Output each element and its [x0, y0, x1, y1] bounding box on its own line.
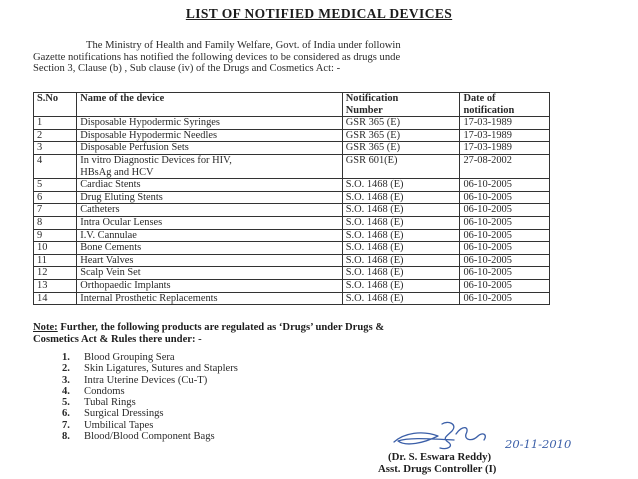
list-item-label: Blood Grouping Sera: [84, 352, 175, 363]
header-notification-line1: Notification: [345, 93, 399, 104]
cell-notification-date: 06-10-2005: [460, 292, 550, 305]
device-name-line: Internal Prosthetic Replacements: [80, 292, 218, 304]
cell-notification-number: S.O. 1468 (E): [342, 254, 460, 267]
cell-device-name: [77, 191, 343, 204]
device-name-line: Bone Cements: [80, 242, 142, 254]
cell-notification-date: 17-03-1989: [460, 142, 550, 155]
devices-table: [33, 92, 550, 305]
cell-notification-date: 06-10-2005: [460, 254, 550, 267]
intro-line-1: The Ministry of Health and Family Welfare, Govt. of India under followin: [86, 40, 401, 51]
signature-scribble: [392, 420, 582, 454]
table-header-row: [34, 93, 550, 117]
cell-sno: 8: [34, 216, 77, 229]
cell-sno: 7: [34, 204, 77, 217]
cell-sno: 12: [34, 267, 77, 280]
table-row: [34, 254, 550, 267]
table-row: [34, 242, 550, 255]
list-item: [62, 386, 238, 397]
cell-device-name: [77, 229, 343, 242]
device-name-line: In vitro Diagnostic Devices for HIV,: [80, 154, 232, 166]
cell-notification-number: S.O. 1468 (E): [342, 292, 460, 305]
intro-paragraph: [33, 40, 638, 75]
table-row: [34, 191, 550, 204]
signature-date: 20-11-2010: [505, 437, 572, 451]
table-row: [34, 267, 550, 280]
list-item-label: Surgical Dressings: [84, 408, 164, 420]
cell-notification-date: 17-03-1989: [460, 117, 550, 130]
cell-notification-number: S.O. 1468 (E): [342, 191, 460, 204]
table-row: [34, 204, 550, 217]
cell-sno: 9: [34, 229, 77, 242]
header-sno: S.No: [34, 93, 77, 117]
cell-sno: 6: [34, 191, 77, 204]
list-item-number: 6.: [62, 408, 70, 420]
device-name-line: Heart Valves: [80, 254, 134, 266]
table-row: [34, 142, 550, 155]
cell-notification-date: 27-08-2002: [460, 154, 550, 178]
device-name-line: Catheters: [80, 204, 120, 216]
device-name-line: Disposable Hypodermic Syringes: [80, 117, 220, 129]
cell-device-name: [77, 279, 343, 292]
header-date: [460, 93, 550, 117]
note-label: Note:: [33, 322, 58, 333]
list-item: [62, 431, 238, 442]
table-row: [34, 179, 550, 192]
cell-sno: 2: [34, 129, 77, 142]
cell-device-name: [77, 142, 343, 155]
cell-sno: 13: [34, 279, 77, 292]
table-row: [34, 129, 550, 142]
cell-device-name: [77, 267, 343, 280]
cell-notification-number: GSR 365 (E): [342, 117, 460, 130]
table-body: [34, 117, 550, 305]
signatory-name: (Dr. S. Eswara Reddy): [388, 451, 492, 463]
cell-device-name: [77, 254, 343, 267]
note-line-1: Further, the following products are regulated as ‘Drugs’ under Drugs &: [57, 322, 385, 333]
header-date-line1: Date of: [463, 93, 496, 104]
cell-notification-number: S.O. 1468 (E): [342, 229, 460, 242]
table-row: [34, 292, 550, 305]
products-list: [62, 352, 238, 442]
cell-notification-date: 06-10-2005: [460, 229, 550, 242]
cell-notification-number: S.O. 1468 (E): [342, 179, 460, 192]
table-row: [34, 154, 550, 178]
list-item-number: 7.: [62, 419, 70, 431]
list-item-label: Condoms: [84, 385, 125, 397]
cell-notification-date: 06-10-2005: [460, 204, 550, 217]
device-name-line: I.V. Cannulae: [80, 229, 137, 241]
table-row: [34, 117, 550, 130]
cell-notification-date: 06-10-2005: [460, 242, 550, 255]
list-item: [62, 397, 238, 408]
cell-sno: 1: [34, 117, 77, 130]
list-item-label: Blood/Blood Component Bags: [84, 431, 215, 443]
cell-notification-date: 06-10-2005: [460, 279, 550, 292]
list-item: [62, 352, 238, 363]
cell-device-name: [77, 154, 343, 178]
device-name-line-2: HBsAg and HCV: [80, 166, 154, 178]
header-date-line2: notification: [463, 104, 515, 116]
table-row: [34, 229, 550, 242]
note-paragraph: [33, 322, 633, 346]
cell-device-name: [77, 129, 343, 142]
list-item-number: 3.: [62, 374, 70, 386]
intro-line-3: Section 3, Clause (b) , Sub clause (iv) of the Drugs and Cosmetics Act: -: [33, 63, 341, 75]
header-device-name: Name of the device: [77, 93, 343, 117]
note-line-2: Cosmetics Act & Rules there under: -: [33, 334, 202, 345]
table-row: [34, 279, 550, 292]
list-item-label: Intra Uterine Devices (Cu-T): [84, 374, 208, 386]
table-row: [34, 216, 550, 229]
cell-notification-number: S.O. 1468 (E): [342, 279, 460, 292]
list-item-number: 4.: [62, 385, 70, 397]
cell-device-name: [77, 179, 343, 192]
device-name-line: Cardiac Stents: [80, 179, 141, 191]
list-item-number: 5.: [62, 397, 70, 409]
cell-notification-date: 17-03-1989: [460, 129, 550, 142]
cell-notification-number: S.O. 1468 (E): [342, 267, 460, 280]
list-item-number: 8.: [62, 431, 70, 443]
cell-device-name: [77, 216, 343, 229]
cell-notification-date: 06-10-2005: [460, 267, 550, 280]
cell-notification-number: GSR 365 (E): [342, 142, 460, 155]
list-item-label: Skin Ligatures, Sutures and Staplers: [84, 363, 238, 375]
intro-line-2: Gazette notifications has notified the following devices to be considered as drugs unde: [33, 51, 401, 63]
list-item-label: Tubal Rings: [84, 397, 136, 409]
cell-notification-date: 06-10-2005: [460, 179, 550, 192]
cell-sno: 4: [34, 154, 77, 178]
cell-device-name: [77, 117, 343, 130]
cell-notification-date: 06-10-2005: [460, 191, 550, 204]
cell-device-name: [77, 204, 343, 217]
device-name-line: Orthopaedic Implants: [80, 279, 171, 291]
list-item-label: Umbilical Tapes: [84, 419, 154, 431]
cell-notification-number: S.O. 1468 (E): [342, 204, 460, 217]
device-name-line: Drug Eluting Stents: [80, 191, 163, 203]
cell-notification-number: GSR 365 (E): [342, 129, 460, 142]
signatory-designation: Asst. Drugs Controller (I): [378, 463, 497, 475]
list-item: [62, 420, 238, 431]
cell-device-name: [77, 242, 343, 255]
list-item: [62, 375, 238, 386]
cell-sno: 5: [34, 179, 77, 192]
list-item-number: 1.: [62, 352, 70, 363]
cell-notification-number: S.O. 1468 (E): [342, 242, 460, 255]
cell-notification-number: GSR 601(E): [342, 154, 460, 178]
cell-sno: 14: [34, 292, 77, 305]
list-item: [62, 408, 238, 419]
header-notification: [342, 93, 460, 117]
document-title: LIST OF NOTIFIED MEDICAL DEVICES: [185, 6, 453, 21]
cell-notification-number: S.O. 1468 (E): [342, 216, 460, 229]
cell-sno: 3: [34, 142, 77, 155]
device-name-line: Disposable Hypodermic Needles: [80, 129, 218, 141]
device-name-line: Intra Ocular Lenses: [80, 216, 163, 228]
device-name-line: Disposable Perfusion Sets: [80, 142, 189, 154]
list-item: [62, 363, 238, 374]
cell-sno: 11: [34, 254, 77, 267]
cell-device-name: [77, 292, 343, 305]
header-notification-line2: Number: [345, 104, 383, 116]
cell-notification-date: 06-10-2005: [460, 216, 550, 229]
cell-sno: 10: [34, 242, 77, 255]
list-item-number: 2.: [62, 363, 70, 375]
device-name-line: Scalp Vein Set: [80, 267, 141, 279]
